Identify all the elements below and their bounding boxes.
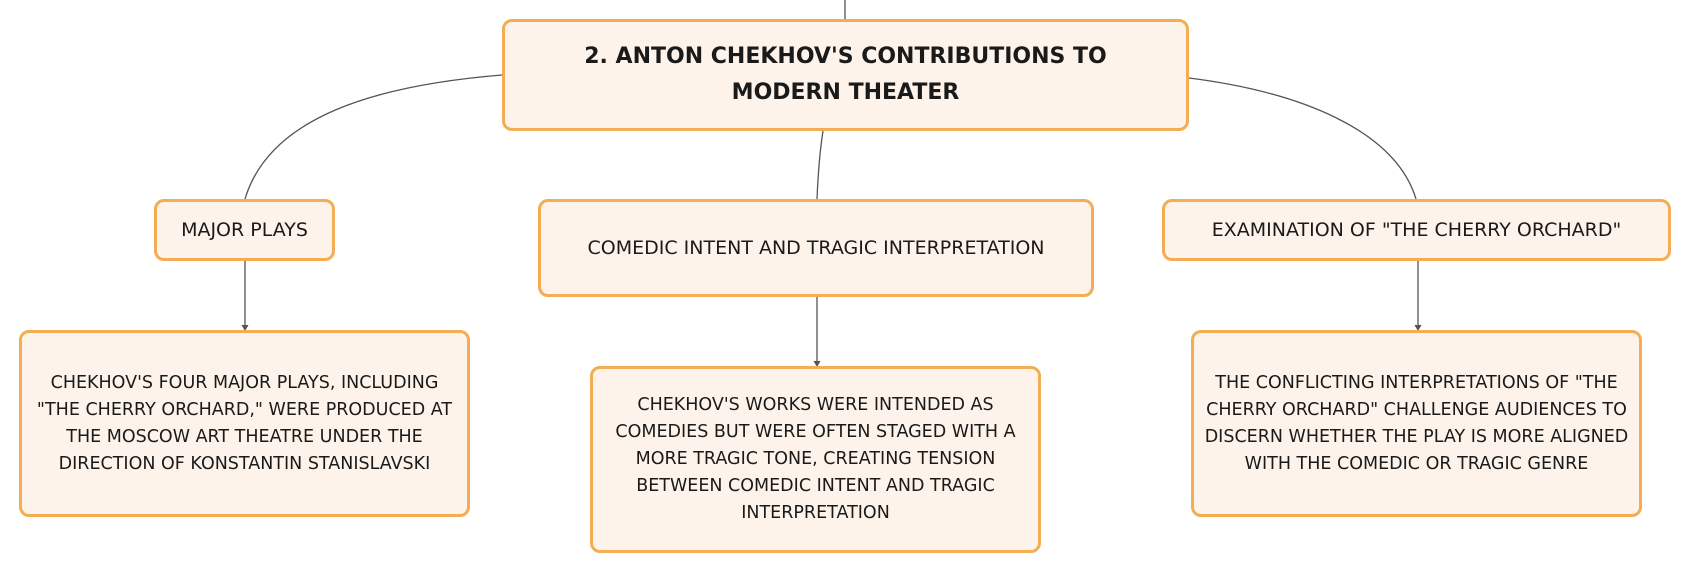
leaf-label-comedy-tragedy-tension: CHEKHOV'S WORKS WERE INTENDED AS COMEDIES BUT WERE OFTEN STAGED WITH A MORE TRAGIC TONE, CREATING TENSION BETWEEN COMEDIC INTENT AND TRAGIC INTERPRETATION — [615, 395, 1016, 523]
branch-label-comedic-intent: COMEDIC INTENT AND TRAGIC INTERPRETATION — [587, 237, 1045, 259]
branch-node-cherry-orchard[interactable] — [1162, 199, 1671, 261]
root-topic-label: 2. ANTON CHEKHOV'S CONTRIBUTIONS TO MODERN THEATER — [584, 44, 1107, 105]
connector-root-to-comedic-intent — [817, 131, 823, 199]
leaf-node-conflicting-interpretations[interactable] — [1191, 330, 1642, 517]
leaf-label-four-major-plays: CHEKHOV'S FOUR MAJOR PLAYS, INCLUDING "THE CHERRY ORCHARD," WERE PRODUCED AT THE MOSCOW ART THEATRE UNDER THE DIRECTION OF KONSTANTIN STANISLAVSKI — [36, 372, 453, 474]
branch-node-comedic-intent[interactable] — [538, 199, 1094, 297]
branch-label-cherry-orchard: EXAMINATION OF "THE CHERRY ORCHARD" — [1211, 219, 1622, 241]
connector-root-to-major-plays — [245, 75, 502, 199]
leaf-node-comedy-tragedy-tension[interactable] — [590, 366, 1041, 553]
leaf-label-conflicting-interpretations: THE CONFLICTING INTERPRETATIONS OF "THE CHERRY ORCHARD" CHALLENGE AUDIENCES TO DISCERN WHETHER THE PLAY IS MORE ALIGNED WITH THE COMEDIC OR TRAGIC GENRE — [1204, 372, 1629, 474]
root-topic-node[interactable] — [502, 19, 1189, 131]
branch-label-major-plays: MAJOR PLAYS — [181, 219, 308, 241]
connector-root-to-cherry-orchard — [1189, 78, 1416, 199]
branch-node-major-plays[interactable] — [154, 199, 335, 261]
leaf-node-four-major-plays[interactable] — [19, 330, 470, 517]
